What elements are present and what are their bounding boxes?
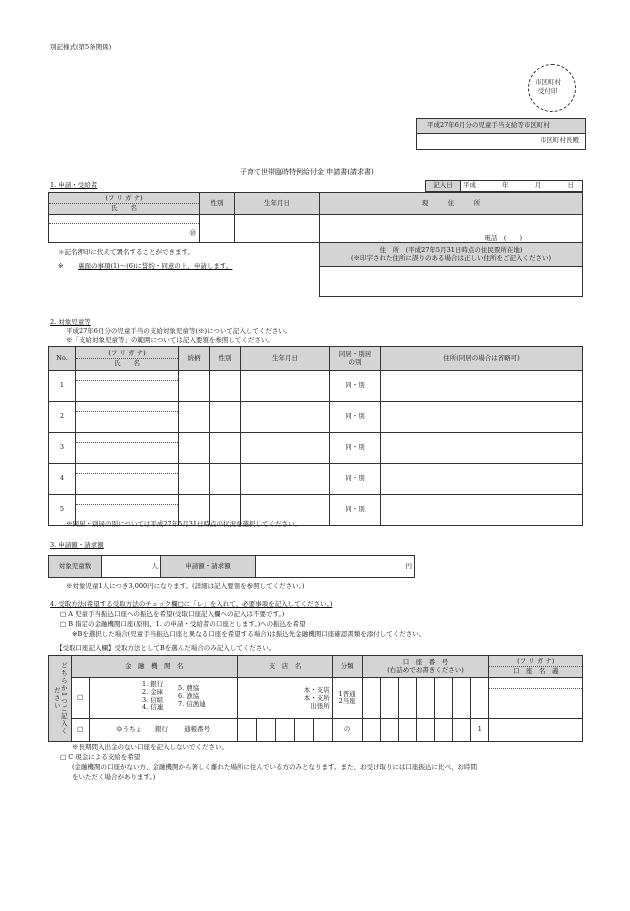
account-digit[interactable] xyxy=(362,678,380,719)
yucho-dash: の xyxy=(332,719,362,742)
date-era: 平成 xyxy=(463,181,476,190)
amount-field[interactable] xyxy=(256,556,415,578)
child-count-label: 対象児童数 xyxy=(49,556,102,578)
table-row xyxy=(49,464,583,495)
account-digit[interactable] xyxy=(452,678,470,719)
branch-field[interactable] xyxy=(238,678,333,719)
section-1-heading: 1. 申請・受給者 xyxy=(50,181,98,189)
child-address-field[interactable] xyxy=(381,402,583,433)
section-3-note: ※対象児童1人につき3,000円になります。(詳細は記入要領を参照してください。) xyxy=(66,582,305,590)
cohabitation-choice[interactable]: 同・別 xyxy=(330,433,381,464)
bank-types-b: 5. 農協 6. 漁協 7. 信漁連 xyxy=(177,684,206,708)
table-row xyxy=(49,433,583,464)
cohabitation-choice[interactable]: 同・別 xyxy=(330,402,381,433)
yucho-holder-field[interactable] xyxy=(489,719,583,742)
date-day: 日 xyxy=(567,181,574,190)
cohabitation-choice[interactable]: 同・別 xyxy=(330,371,381,402)
col-name-label: 氏 名 xyxy=(114,359,140,367)
yucho-digit[interactable] xyxy=(416,719,434,742)
col-birth: 生年月日 xyxy=(241,347,330,371)
yucho-note: ※長期間入出金のない口座を記入しないでください。 xyxy=(72,743,228,751)
option-c-note-2: をいただく場合があります。) xyxy=(72,773,156,781)
holder-furigana-label: (フ リ ガ ナ) xyxy=(489,657,582,667)
col-name xyxy=(76,347,179,371)
recipient-box xyxy=(416,118,586,150)
col-cohab-line-1: 同居・別居 xyxy=(338,350,372,359)
child-birth-field[interactable] xyxy=(241,464,330,495)
yucho-checkbox[interactable]: □ xyxy=(71,719,89,742)
branch-type-3: 出張所 xyxy=(310,702,330,711)
bank-name-header: 金 融 機 関 名 xyxy=(71,656,238,678)
child-relation-field[interactable] xyxy=(179,433,210,464)
phone-label: 電話 ( ) xyxy=(484,233,522,242)
bank-types-a: 1. 銀行 2. 金庫 3. 信組 4. 信連 xyxy=(141,680,164,712)
address-header: 現 住 所 xyxy=(320,193,583,215)
col-cohab-line-2: の別 xyxy=(348,357,362,366)
account-digit[interactable] xyxy=(434,678,452,719)
table-row xyxy=(49,402,583,433)
child-address-field[interactable] xyxy=(381,371,583,402)
bank-section-title: 【受取口座記入欄】受取方法としてBを選んだ場合のみ記入してください。 xyxy=(56,644,276,652)
account-digit[interactable] xyxy=(398,678,416,719)
row-no: 1 xyxy=(49,371,76,402)
section-2-intro-2: ※「支給対象児童等」の範囲については記入要領を参照してください。 xyxy=(66,336,274,344)
option-c-note-1: (金融機関の口座がない方、金融機関から著しく離れた場所に住んでいる方のみとなります。また、お受け取りには口座振込に比べ、お時間 xyxy=(72,763,478,771)
yucho-bank-label: ゆうちょ 銀行 xyxy=(115,725,168,734)
child-name-field[interactable] xyxy=(76,433,179,464)
option-c[interactable]: □ C 現金による支給を希望 xyxy=(60,753,141,761)
consent-note: 裏面の事項(1)～(6)に誓約・同意の上、申請します。 xyxy=(78,262,233,270)
yucho-bank-field xyxy=(89,719,237,742)
stamp-line-2: 受付印 xyxy=(538,87,558,95)
child-relation-field[interactable] xyxy=(179,464,210,495)
col-sex: 性別 xyxy=(210,347,241,371)
child-name-field[interactable] xyxy=(76,402,179,433)
section-2-note: ※同居・別居の別については平成27年5月31日時点の状況を選択してください。 xyxy=(66,520,302,528)
child-birth-field[interactable] xyxy=(241,433,330,464)
child-birth-field[interactable] xyxy=(241,402,330,433)
name-label: 氏 名 xyxy=(111,204,137,212)
col-no: No. xyxy=(49,347,76,371)
account-number-header xyxy=(362,656,489,678)
amount-label: 申請額・請求額 xyxy=(161,556,256,578)
child-name-field[interactable] xyxy=(76,371,179,402)
child-sex-field[interactable] xyxy=(210,464,241,495)
child-address-field[interactable] xyxy=(381,433,583,464)
date-field[interactable] xyxy=(461,181,583,192)
account-type-header: 分類 xyxy=(332,656,362,678)
registered-address-field[interactable] xyxy=(320,267,583,297)
applicant-birth-field[interactable] xyxy=(235,215,320,243)
col-relation: 続柄 xyxy=(179,347,210,371)
yucho-digit[interactable] xyxy=(452,719,470,742)
child-count-unit: 人 xyxy=(151,561,158,570)
date-month: 月 xyxy=(534,181,542,190)
amount-unit: 円 xyxy=(405,561,412,570)
cohabitation-choice[interactable]: 同・別 xyxy=(330,464,381,495)
applicant-address-field[interactable] xyxy=(320,215,583,243)
applicant-sex-field[interactable] xyxy=(200,215,235,243)
account-number-label: 口 座 番 号 xyxy=(402,658,449,667)
applicant-table xyxy=(48,192,583,243)
row-no: 3 xyxy=(49,433,76,464)
bank-checkbox[interactable]: □ xyxy=(71,678,89,719)
document-title: 子育て世帯臨時特例給付金 申請書(請求書) xyxy=(240,168,374,176)
sex-header: 性別 xyxy=(200,193,235,215)
child-sex-field[interactable] xyxy=(210,371,241,402)
child-sex-field[interactable] xyxy=(210,433,241,464)
registered-address-line-2: (※印字された住所に誤りのある場合は正しい住所をご記入ください) xyxy=(350,253,552,262)
bank-table xyxy=(48,655,583,742)
section-3-heading: 3. 申請額・請求額 xyxy=(50,541,104,549)
row-no: 4 xyxy=(49,464,76,495)
entry-date-table xyxy=(425,180,583,192)
account-number-hint: (右詰めでお書きください) xyxy=(387,665,464,674)
col-address: 住所(同居の場合は省略可) xyxy=(381,347,583,371)
bank-name-field[interactable] xyxy=(89,678,237,719)
cohabitation-choice[interactable]: 同・別 xyxy=(330,495,381,526)
col-furigana: (フ リ ガ ナ) xyxy=(76,349,178,359)
registered-address-line-1: 住 所 (平成27年5月31日時点の住民票所在地) xyxy=(379,246,523,255)
col-cohabitation xyxy=(330,347,381,371)
yucho-last-digit: 1 xyxy=(471,719,489,742)
reception-stamp-area xyxy=(528,64,576,112)
yucho-symbol-field[interactable] xyxy=(238,719,333,742)
amount-table xyxy=(48,555,415,578)
yucho-digit[interactable] xyxy=(434,719,452,742)
yucho-digit[interactable] xyxy=(380,719,398,742)
option-b-note: ※Bを選択した場合(児童手当振込口座と異なる口座を希望する場合)は振込先金融機関口座確認書類を添付してください。 xyxy=(72,630,426,638)
branch-type-1: 本・支店 xyxy=(303,685,330,694)
registered-address-table xyxy=(319,242,583,297)
seal-note: ＊記名押印に代えて署名することができます。 xyxy=(58,248,194,256)
passbook-label: 通帳番号 xyxy=(184,725,211,734)
account-digit[interactable] xyxy=(380,678,398,719)
stamp-line-1: 市区町村 xyxy=(535,78,561,86)
account-type-2: 2当座 xyxy=(338,697,356,705)
yucho-digit[interactable] xyxy=(398,719,416,742)
holder-label: 口 座 名 義 xyxy=(512,667,559,675)
table-row xyxy=(49,371,583,402)
children-table xyxy=(48,346,583,526)
child-birth-field[interactable] xyxy=(241,371,330,402)
section-2-heading: 2. 対象児童等 xyxy=(50,318,91,326)
account-digit[interactable] xyxy=(471,678,489,719)
branch-type-2: 本・支所 xyxy=(303,693,330,702)
child-count-field[interactable] xyxy=(102,556,161,578)
furigana-label: (フ リ ガ ナ) xyxy=(49,194,199,204)
yucho-digit[interactable] xyxy=(362,719,380,742)
child-relation-field[interactable] xyxy=(179,402,210,433)
option-a[interactable]: □ A 児童手当振込口座への振込を希望(受取口座記入欄への記入は不要です。) xyxy=(60,610,285,618)
recipient-title: 平成27年6月分の児童手当支給等市区町村 xyxy=(427,121,550,129)
child-address-field[interactable] xyxy=(381,464,583,495)
row-no: 5 xyxy=(49,495,76,526)
option-b[interactable]: □ B 指定の金融機関口座(原則、1. の申請・受給者の口座とします。)への振込を希望 xyxy=(60,620,306,628)
child-name-field[interactable] xyxy=(76,464,179,495)
account-type-1: 1普通 xyxy=(338,689,356,698)
branch-header: 支 店 名 xyxy=(238,656,333,678)
child-address-field[interactable] xyxy=(381,495,583,526)
account-type-field[interactable] xyxy=(332,678,362,719)
row-no: 2 xyxy=(49,402,76,433)
registered-address-header xyxy=(320,243,583,267)
choose-one-label: どちらか1つご記入ください xyxy=(49,656,72,742)
account-holder-header xyxy=(489,656,583,678)
account-holder-field[interactable] xyxy=(489,678,583,719)
form-label: 別記様式(第5条関係) xyxy=(50,43,112,51)
applicant-name-field[interactable] xyxy=(49,215,200,243)
account-digit[interactable] xyxy=(416,678,434,719)
date-label: 記入日 xyxy=(426,181,461,192)
recipient-name: 市区町村長殿 xyxy=(540,136,579,144)
child-relation-field[interactable] xyxy=(179,371,210,402)
section-2-intro-1: 平成27年6月分の児童手当の支給対象児童等(※)について記入してください。 xyxy=(66,327,292,335)
birth-header: 生年月日 xyxy=(235,193,320,215)
seal-mark: ㊞ xyxy=(189,229,196,237)
applicant-name-header xyxy=(49,193,200,215)
child-sex-field[interactable] xyxy=(210,402,241,433)
date-year: 年 xyxy=(502,181,509,190)
consent-mark: ※ xyxy=(58,262,64,270)
section-4-heading: 4. 受取方法(希望する受取方法のチェック欄□に「レ」を入れて、必要事項を記入してください。) xyxy=(50,600,333,608)
